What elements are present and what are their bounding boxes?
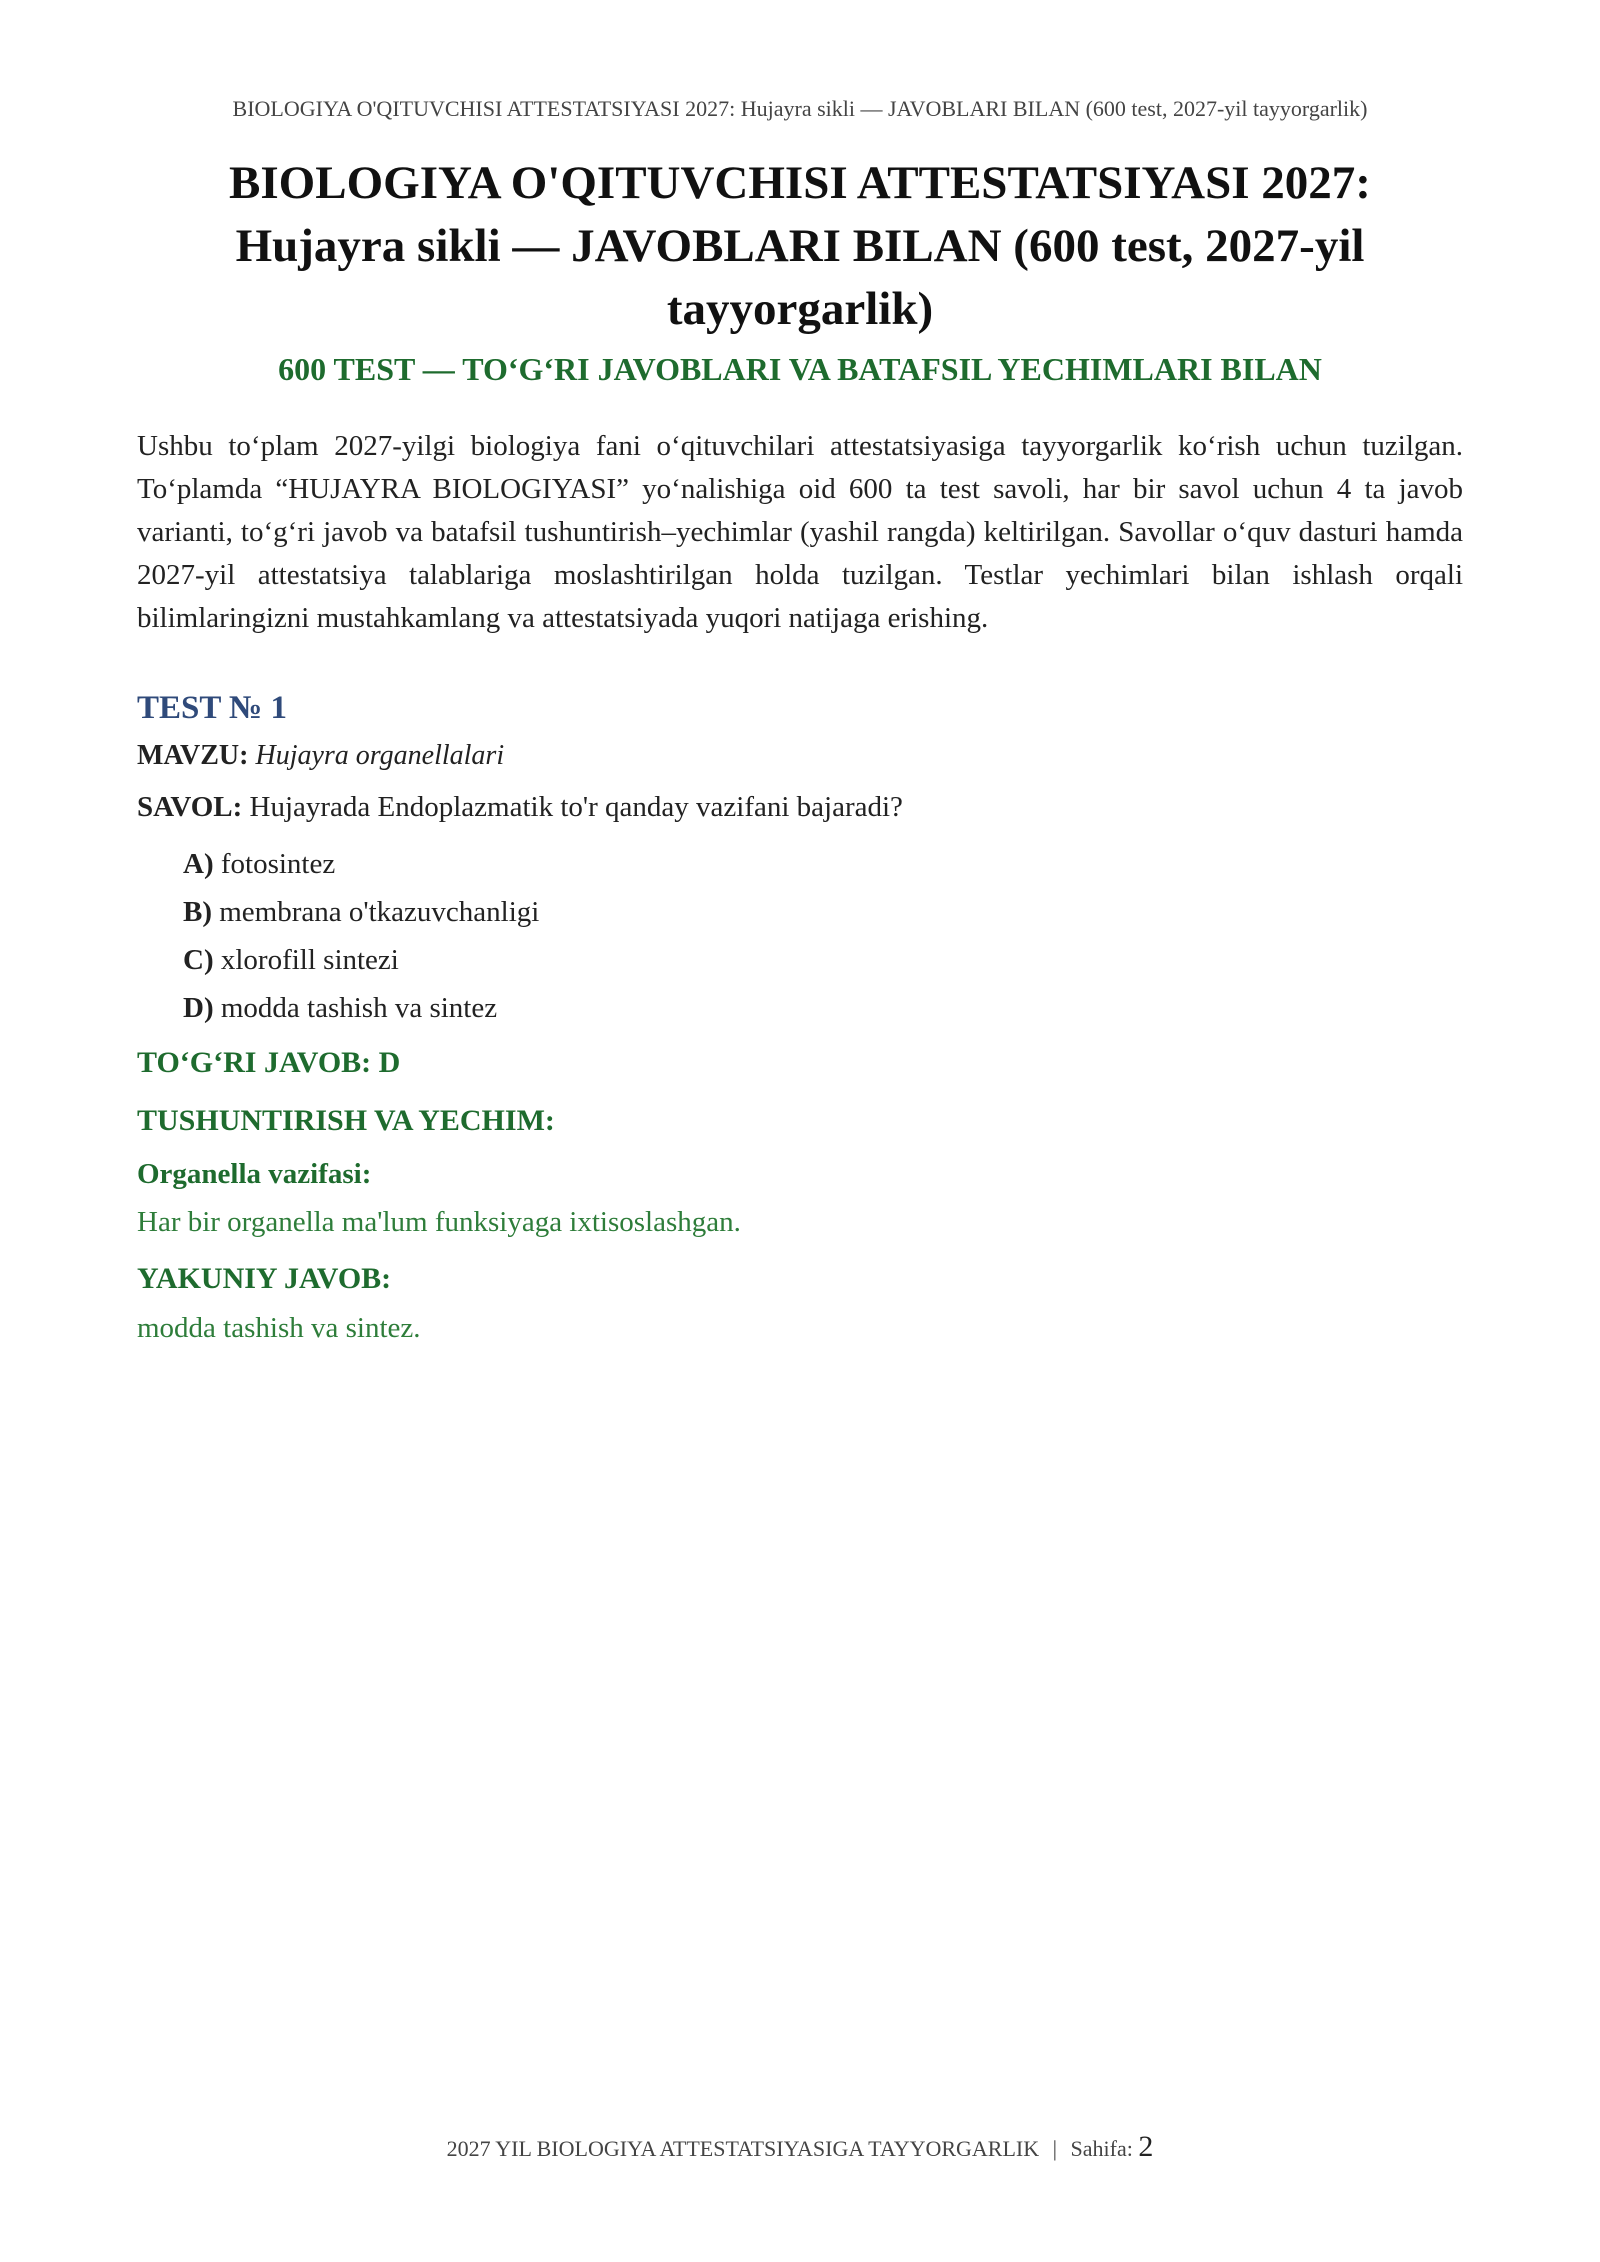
running-header: BIOLOGIYA O'QITUVCHISI ATTESTATSIYASI 2027: Hujayra sikli — JAVOBLARI BILAN (600 test, 2027-yil tayyorgarlik) — [232, 96, 1368, 121]
running-footer — [0, 2130, 1600, 2164]
option-letter: D) — [183, 992, 214, 1024]
page-label: Sahifa: — [1070, 2136, 1133, 2161]
topic-label: MAVZU: — [137, 740, 249, 771]
correct-answer: TO‘G‘RI JAVOB: D — [137, 1046, 401, 1079]
option-d — [183, 984, 1463, 1032]
explanation-heading: TUSHUNTIRISH VA YECHIM: — [137, 1104, 555, 1137]
intro-paragraph: Ushbu to‘plam 2027-yilgi biologiya fani o‘qituvchilari attestatsiyasiga tayyorgarlik ko‘rish uchun tuzilgan. To‘plamda “HUJAYRA BIOLOGIYASI” yo‘nalishiga oid 600 ta test savoli, har bir savol uchun 4 ta javob varianti, to‘g‘ri javob va batafsil tushuntirish–yechimlar (yashil rangda) keltirilgan. Savollar o‘quv dasturi hamda 2027-yil attestatsiya talablariga moslashtirilgan holda tuzilgan. Testlar yechimlari bilan ishlash orqali bilimlaringizni mustahkamlang va attestatsiyada yuqori natijaga erishing. — [137, 430, 1463, 634]
answer-options — [183, 840, 1463, 1032]
question-label: SAVOL: — [137, 791, 243, 823]
page-number: 2 — [1138, 2130, 1154, 2163]
final-answer-text: modda tashish va sintez. — [137, 1312, 421, 1344]
option-letter: A) — [183, 848, 214, 880]
option-text: xlorofill sintezi — [220, 944, 399, 976]
explanation-subheading: Organella vazifasi: — [137, 1158, 372, 1190]
topic-line — [137, 736, 1463, 776]
title-line-1: BIOLOGIYA O'QITUVCHISI ATTESTATSIYASI 2027: — [229, 157, 1371, 209]
footer-text: 2027 YIL BIOLOGIYA ATTESTATSIYASIGA TAYYORGARLIK — [446, 2136, 1040, 2161]
option-letter: C) — [183, 944, 214, 976]
question-line — [137, 786, 1463, 828]
page-content — [137, 152, 1463, 1350]
document-subtitle: 600 TEST — TO‘G‘RI JAVOBLARI VA BATAFSIL YECHIMLARI BILAN — [278, 351, 1322, 387]
option-letter: B) — [183, 896, 212, 928]
option-a — [183, 840, 1463, 888]
option-text: fotosintez — [220, 848, 336, 880]
option-c — [183, 936, 1463, 984]
title-line-3: tayyorgarlik) — [666, 283, 934, 335]
title-line-2: Hujayra sikli — JAVOBLARI BILAN (600 test, 2027-yil — [235, 220, 1365, 272]
option-b — [183, 888, 1463, 936]
explanation-text: Har bir organella ma'lum funksiyaga ixtisoslashgan. — [137, 1206, 741, 1238]
document-title — [137, 152, 1463, 341]
topic-value: Hujayra organellalari — [255, 740, 505, 771]
option-text: modda tashish va sintez — [220, 992, 498, 1024]
test-heading: TEST № 1 — [137, 690, 287, 726]
question-text: Hujayrada Endoplazmatik to'r qanday vazifani bajaradi? — [249, 791, 903, 823]
final-answer-heading: YAKUNIY JAVOB: — [137, 1262, 392, 1295]
option-text: membrana o'tkazuvchanligi — [219, 896, 540, 928]
footer-separator: | — [1052, 2136, 1058, 2161]
